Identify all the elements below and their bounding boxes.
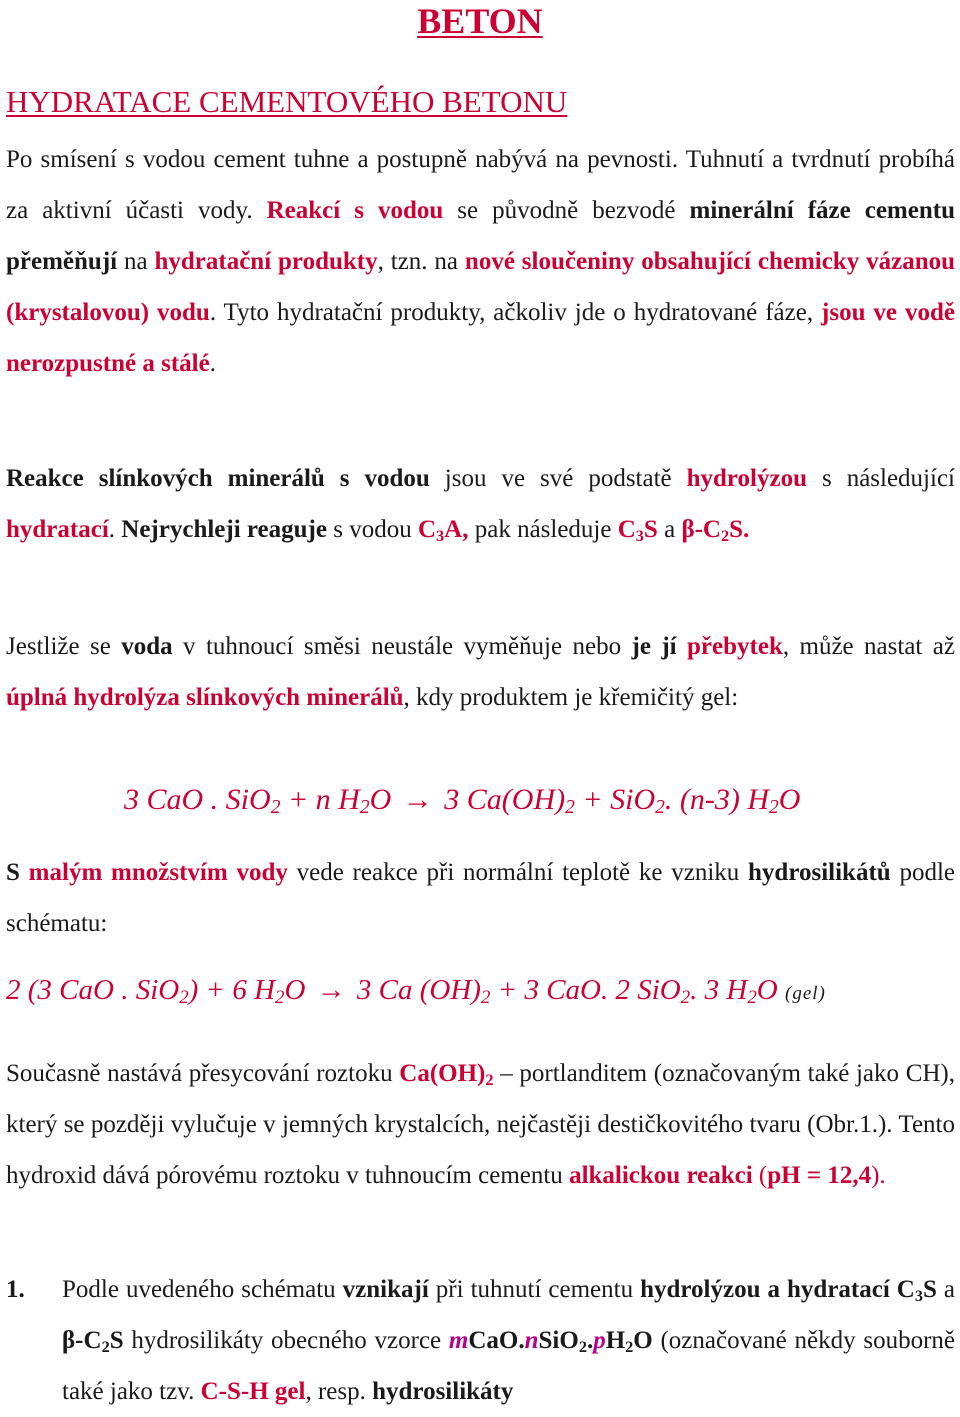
reaction-arrow-icon: →: [316, 974, 346, 1006]
section-heading: HYDRATACE CEMENTOVÉHO BETONU: [6, 84, 568, 119]
reaction-arrow-icon: →: [402, 783, 433, 816]
paragraph-small-water: S malým množstvím vody vede reakce při normální teplotě ke vzniku hydrosilikátů podle schématu:: [6, 859, 955, 937]
list-item-text: Podle uvedeného schématu vznikají při tuhnutí cementu hydrolýzou a hydratací $C_3S$ a $\beta-C_2S$ hydrosilikáty obecného vzorce $mCaO.nSiO_2.pH_2O$ (označované někdy souborně také jako tzv. C-S-H gel, resp. hydrosilikáty: [62, 1276, 955, 1405]
paragraph-hydration-intro: Po smísení s vodou cement tuhne a postupně nabývá na pevnosti. Tuhnutí a tvrdnutí probíhá za aktivní účasti vody. Reakcí s vodou se původně bezvodé minerální fáze cementu přeměňují na hydratační produkty, tzn. na nové sloučeniny obsahující chemicky vázanou (krystalovou) vodu. Tyto hydratační produkty, ačkoliv jde o hydratované fáze, jsou ve vodě nerozpustné a stálé.: [6, 146, 955, 377]
paragraph-clinker-reactions: Reakce slínkových minerálů s vodou jsou ve své podstatě hydrolýzou s následující hydratací. Nejrychleji reaguje s vodou $C_3A$, pak následuje $C_3S$ a $\beta-C_2S$.: [6, 465, 955, 545]
paragraph-portlandite: Současně nastává přesycování roztoku $Ca(OH)_2$ – portlanditem (označovaným také jako CH), který se později vylučuje v jemných krystalcích, nejčastěji destičkovitého tvaru (Obr.1.). Tento hydroxid dává pórovému roztoku v tuhnoucím cementu alkalickou reakci (pH = 12,4).: [6, 1060, 955, 1189]
equation-hydrolysis: 3 CaO . SiO$_2$ + n $H_2O \to 3$ $Ca(OH)_2 + SiO_2$. (n-3) $H_2O$: [124, 783, 801, 818]
equation-hydrosilicates: 2 (3 CaO . SiO$_2$) + 6 $H_2O \to 3$ Ca $(OH)_2 + 3$ CaO. 2 SiO$_2$. 3 $H_2O$ (gel): [6, 974, 826, 1008]
list-item-number: 1.: [6, 1276, 25, 1303]
document-title: BETON: [417, 1, 543, 41]
paragraph-full-hydrolysis: Jestliže se voda v tuhnoucí směsi neustále vyměňuje nebo je jí přebytek, může nastat až úplná hydrolýza slínkových minerálů, kdy produktem je křemičitý gel:: [6, 633, 955, 711]
